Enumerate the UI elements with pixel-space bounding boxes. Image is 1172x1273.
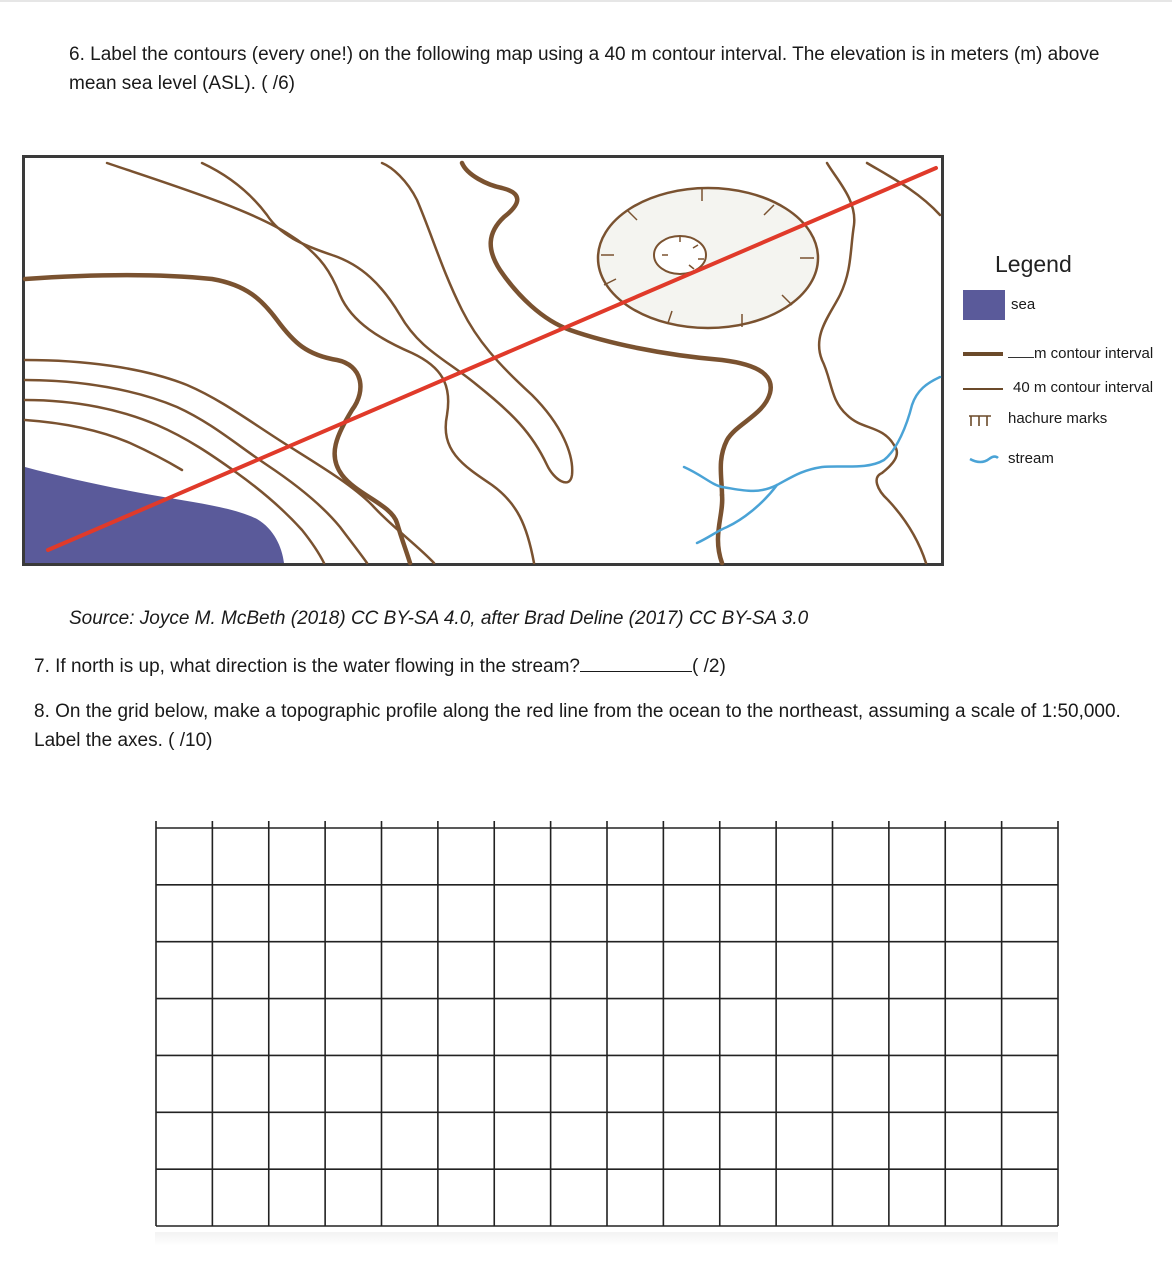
hachure-icon <box>969 415 991 427</box>
page-top-border <box>0 0 1172 2</box>
grid-shadow <box>155 1232 1058 1246</box>
legend-ci-text: m contour interval <box>1034 345 1154 362</box>
source-citation: Source: Joyce M. McBeth (2018) CC BY-SA 4.0, after Brad Deline (2017) CC BY-SA 3.0 <box>69 608 809 629</box>
question-7 <box>34 652 1134 681</box>
question-6: 6. Label the contours (every one!) on the following map using a 40 m contour interval. The elevation is in meters (m) above mean sea level (ASL). ( /6) <box>69 44 1100 94</box>
legend-title: Legend <box>995 251 1072 277</box>
legend-contour-interval <box>1008 345 1153 362</box>
topographic-map <box>22 155 944 566</box>
legend-stream-label: stream <box>1008 450 1054 467</box>
legend-40m-label: 40 m contour interval <box>1013 379 1154 396</box>
legend-hachure-label: hachure marks <box>1008 410 1108 427</box>
question-8: 8. On the grid below, make a topographic profile along the red line from the ocean to the northeast, assuming a scale of 1:50,000. Label the axes. ( /10) <box>34 701 1121 751</box>
profile-grid[interactable] <box>155 815 1060 1235</box>
question-7-text: 7. If north is up, what direction is the water flowing in the stream? <box>34 656 580 677</box>
legend-sea-swatch <box>963 290 1005 320</box>
legend-thin-contour-line <box>963 388 1003 390</box>
legend-index-contour-line <box>963 352 1003 356</box>
depression-outer <box>598 188 818 328</box>
legend-sea-label: sea <box>1011 296 1036 313</box>
stream-icon <box>969 454 999 464</box>
legend-ci-blank[interactable] <box>1008 345 1034 358</box>
question-7-points: ( /2) <box>692 656 726 677</box>
answer-blank[interactable] <box>580 653 692 672</box>
